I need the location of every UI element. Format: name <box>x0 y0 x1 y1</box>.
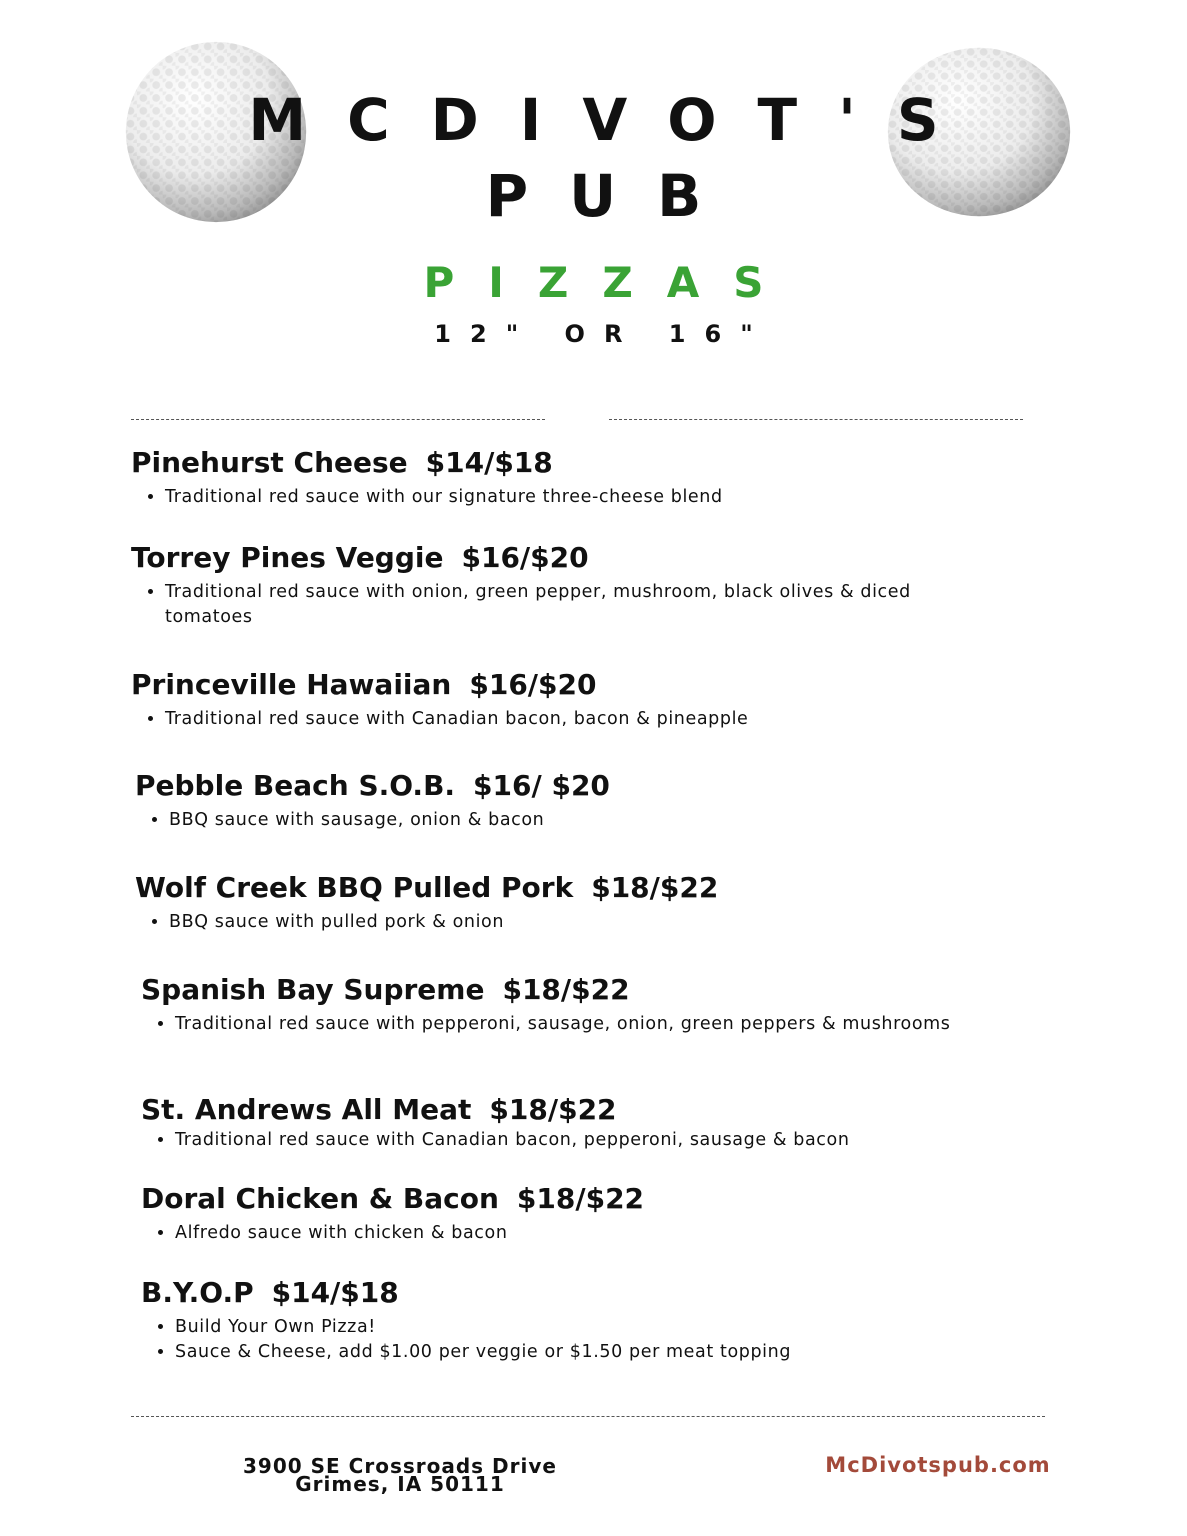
menu-item-description-list <box>141 1012 975 1037</box>
menu-item-description-list <box>135 808 969 833</box>
menu-item-description: • Traditional red sauce with our signature three-cheese blend <box>165 485 965 510</box>
menu-item <box>131 446 965 510</box>
menu-item-name: Pebble Beach S.O.B. <box>135 769 456 802</box>
menu-item <box>141 1182 975 1246</box>
menu-item <box>131 541 965 630</box>
divider <box>131 419 545 420</box>
menu-item-heading <box>135 871 969 905</box>
menu-item-heading <box>141 1276 975 1310</box>
menu-item-price: $14/$18 <box>271 1276 399 1309</box>
menu-item-name: Spanish Bay Supreme <box>141 973 485 1006</box>
menu-item-name: Torrey Pines Veggie <box>131 541 444 574</box>
menu-item <box>141 1093 1035 1153</box>
menu-item-description: • BBQ sauce with pulled pork & onion <box>169 910 969 935</box>
menu-item-description: • Traditional red sauce with pepperoni, sausage, onion, green peppers & mushrooms <box>175 1012 975 1037</box>
menu-item-price: $16/ $20 <box>473 769 610 802</box>
menu-item-heading <box>141 973 975 1007</box>
menu-item-heading <box>135 769 969 803</box>
menu-item-price: $18/$22 <box>516 1182 645 1215</box>
menu-item-name: Pinehurst Cheese <box>131 446 408 479</box>
menu-item-name: Wolf Creek BBQ Pulled Pork <box>135 871 574 904</box>
menu-item-description-list <box>141 1128 1035 1153</box>
menu-item <box>141 973 975 1037</box>
menu-item-price: $18/$22 <box>502 973 630 1006</box>
menu-item-description-list <box>135 910 969 935</box>
menu-item <box>141 1276 975 1365</box>
address-line1: 3900 SE Crossroads Drive <box>243 1454 557 1478</box>
menu-item-price: $18/$22 <box>591 871 719 904</box>
menu-item-description: • BBQ sauce with sausage, onion & bacon <box>169 808 969 833</box>
menu-item-price: $16/$20 <box>469 668 597 701</box>
menu-item-description: • Alfredo sauce with chicken & bacon <box>175 1221 975 1246</box>
menu-item-description-list <box>141 1221 975 1246</box>
menu-item-heading <box>131 446 965 480</box>
menu-item-heading <box>141 1182 975 1216</box>
menu-item-name: St. Andrews All Meat <box>141 1093 472 1126</box>
menu-item <box>135 871 969 935</box>
menu-item-price: $14/$18 <box>425 446 553 479</box>
menu-item-name: B.Y.O.P <box>141 1276 254 1309</box>
menu-item-price: $18/$22 <box>489 1093 617 1126</box>
menu-item-description: • Traditional red sauce with Canadian bacon, bacon & pineapple <box>165 707 965 732</box>
menu-item-description: • Traditional red sauce with Canadian bacon, pepperoni, sausage & bacon <box>175 1128 1035 1153</box>
menu-item-description: • Traditional red sauce with onion, green pepper, mushroom, black olives & diced tomatoes <box>165 580 965 630</box>
menu-item-description-list <box>131 707 965 732</box>
pub-name-line1: MCDIVOT'S <box>248 86 980 154</box>
divider <box>609 419 1023 420</box>
divider <box>131 1416 1045 1417</box>
section-subtitle: 12" OR 16" <box>434 320 772 348</box>
menu-item <box>131 668 965 732</box>
menu-item-heading <box>141 1093 1035 1127</box>
menu-item <box>135 769 969 833</box>
pub-name-line2: PUB <box>485 162 743 230</box>
menu-item-heading <box>131 668 965 702</box>
menu-item-price: $16/$20 <box>461 541 589 574</box>
website-link[interactable]: McDivotspub.com <box>825 1453 1051 1477</box>
menu-item-description-list <box>131 485 965 510</box>
menu-item-heading <box>131 541 965 575</box>
menu-item-description-list <box>131 580 965 630</box>
section-title: PIZZAS <box>423 258 798 307</box>
menu-item-name: Doral Chicken & Bacon <box>141 1182 499 1215</box>
address-line2: Grimes, IA 50111 <box>295 1472 505 1496</box>
menu-item-description: • Build Your Own Pizza! <box>175 1315 975 1340</box>
menu-item-description-list <box>141 1315 975 1365</box>
menu-item-name: Princeville Hawaiian <box>131 668 452 701</box>
menu-item-description: • Sauce & Cheese, add $1.00 per veggie or $1.50 per meat topping <box>175 1340 975 1365</box>
